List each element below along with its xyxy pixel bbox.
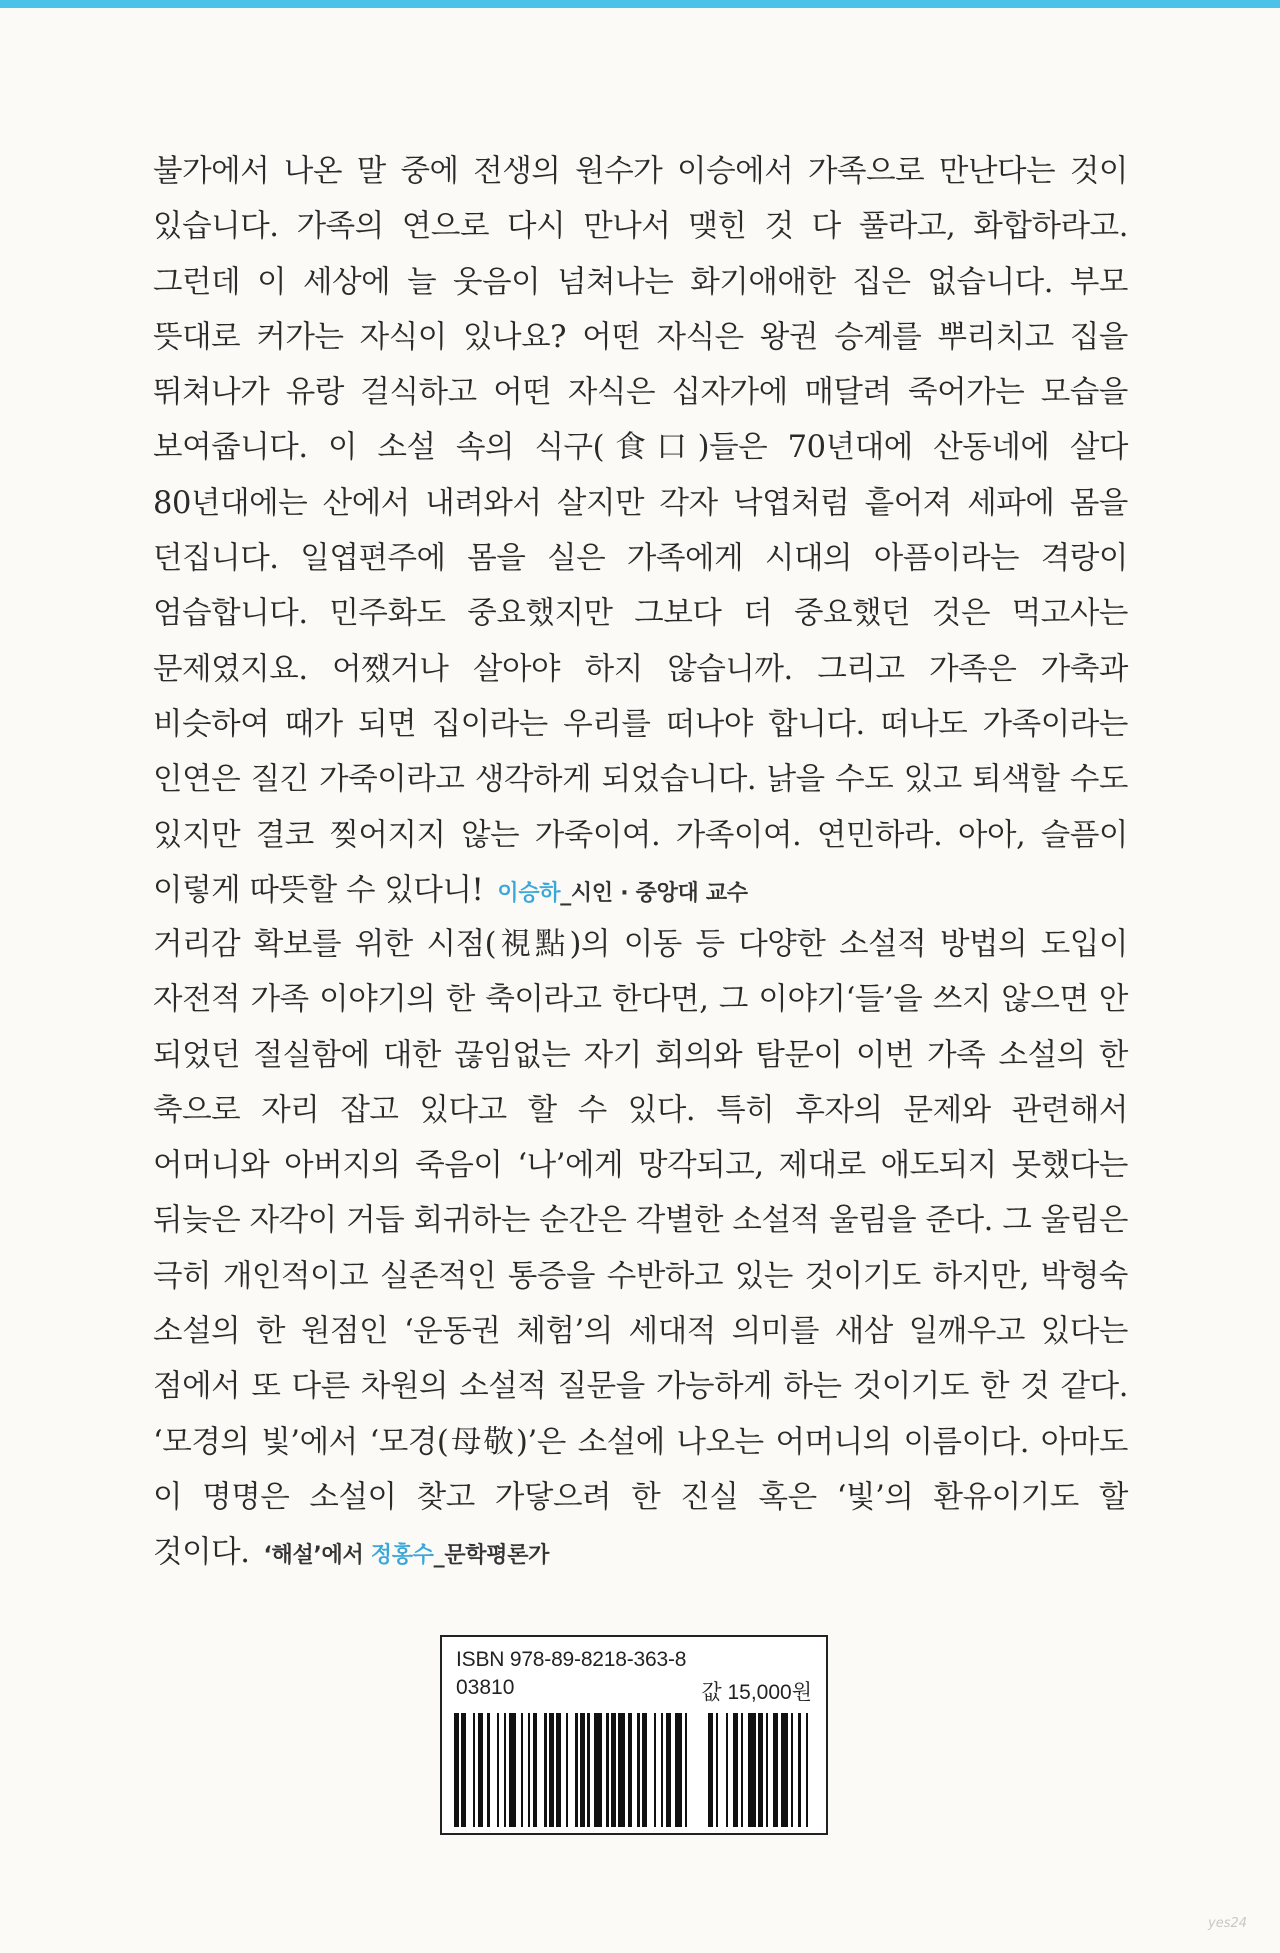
barcode-bar xyxy=(478,1713,483,1827)
barcode-bar xyxy=(549,1713,554,1827)
barcode-main xyxy=(454,1713,692,1827)
barcode-bar xyxy=(575,1713,577,1827)
barcode-bar xyxy=(497,1713,499,1827)
barcode-bar xyxy=(606,1713,608,1827)
additional-code: 03810 xyxy=(456,1676,515,1699)
review-blurb-1-author-role: _시인 · 중앙대 교수 xyxy=(560,880,748,906)
barcode-bar xyxy=(716,1713,719,1827)
top-accent-bar xyxy=(0,0,1280,8)
barcode-bar xyxy=(654,1713,656,1827)
barcode-bar xyxy=(773,1713,778,1827)
barcode-bar xyxy=(454,1713,459,1827)
barcode-bar xyxy=(587,1713,589,1827)
review-blurb-1-text: 불가에서 나온 말 중에 전생의 원수가 이승에서 가족으로 만난다는 것이 있습니다. 가족의 연으로 다시 만나서 맺힌 것 다 풀라고, 화합하라고. 그런데 이 세상에 늘 웃음이 넘쳐나는 화기애애한 집은 없습니다. 부모 뜻대로 커가는 자식이 있나요? 어떤 자식은 왕권 승계를 뿌리치고 집을 뛰쳐나가 유랑 걸식하고 어떤 자식은 십자가에 매달려 죽어가는 모습을 보여줍니다. 이 소설 속의 식구(食口)들은 70년대에 산동네에 살다 80년대에는 산에서 내려와서 살지만 각자 낙엽처럼 흩어져 세파에 몸을 던집니다. 일엽편주에 몸을 실은 가족에게 시대의 아픔이라는 격랑이 엄습합니다. 민주화도 중요했지만 그보다 더 중요했던 것은 먹고사는 문제였지요. 어쨌거나 살아야 하지 않습니까. 그리고 가족은 가축과 비슷하여 때가 되면 집이라는 우리를 떠나야 합니다. 떠나도 가족이라는 인연은 질긴 가죽이라고 생각하게 되었습니다. 낡을 수도 있고 퇴색할 수도 있지만 결코 찢어지지 않는 가죽이여. 가족이여. 연민하라. 아아, 슬픔이 이렇게 따뜻할 수 있다니! xyxy=(153,154,1128,908)
barcode-bar xyxy=(594,1713,601,1827)
barcode-bar xyxy=(791,1713,794,1827)
barcode-bar xyxy=(733,1713,738,1827)
review-blurb-2 xyxy=(153,917,1128,1584)
barcode-bar xyxy=(758,1713,763,1827)
barcode-bar xyxy=(708,1713,713,1827)
review-blurb-2-author-prefix: ‘해설’에서 xyxy=(263,1543,371,1569)
review-blurb-2-author-role: _문학평론가 xyxy=(433,1543,550,1569)
barcode-bar xyxy=(766,1713,769,1827)
barcode-bar xyxy=(685,1713,687,1827)
barcode-bar xyxy=(806,1713,809,1827)
barcode-bar xyxy=(556,1713,561,1827)
barcode-bar xyxy=(473,1713,475,1827)
barcode-bar xyxy=(675,1713,682,1827)
barcode-bar xyxy=(618,1713,625,1827)
barcode-bar xyxy=(504,1713,506,1827)
barcode-bar xyxy=(509,1713,516,1827)
barcode-bar xyxy=(642,1713,647,1827)
barcode-bar xyxy=(628,1713,633,1827)
barcode-bar xyxy=(748,1713,756,1827)
barcode-bar xyxy=(487,1713,489,1827)
barcode-bar xyxy=(781,1713,789,1827)
review-blurb-1-attribution xyxy=(497,881,747,906)
barcode-bar xyxy=(666,1713,671,1827)
barcode-bar xyxy=(726,1713,729,1827)
barcode-bar xyxy=(533,1713,538,1827)
barcode-bar xyxy=(611,1713,616,1827)
isbn-number: ISBN 978-89-8218-363-8 xyxy=(456,1648,687,1671)
barcode-bar xyxy=(566,1713,568,1827)
review-blurb-2-text: 거리감 확보를 위한 시점(視點)의 이동 등 다양한 소설적 방법의 도입이 자전적 가족 이야기의 한 축이라고 한다면, 그 이야기‘들’을 쓰지 않으면 안 되었던 절실함에 대한 끊임없는 자기 회의와 탐문이 이번 가족 소설의 한 축으로 자리 잡고 있다고 할 수 있다. 특히 후자의 문제와 관련해서 어머니와 아버지의 죽음이 ‘나’에게 망각되고, 제대로 애도되지 못했다는 뒤늦은 자각이 거듭 회귀하는 순간은 각별한 소설적 울림을 준다. 그 울림은 극히 개인적이고 실존적인 통증을 수반하고 있는 것이기도 하지만, 박형숙 소설의 한 원점인 ‘운동권 체험’의 세대적 의미를 새삼 일깨우고 있다는 점에서 또 다른 차원의 소설적 질문을 가능하게 하는 것이기도 한 것 같다. ‘모경의 빛’에서 ‘모경(母敬)’은 소설에 나오는 어머니의 이름이다. 아마도 이 명명은 소설이 찾고 가닿으려 한 진실 혹은 ‘빛’의 환유이기도 할 것이다. xyxy=(153,927,1128,1571)
barcode-bar xyxy=(580,1713,585,1827)
review-blurb-2-author-name: 정홍수 xyxy=(370,1543,434,1569)
barcode-bar xyxy=(544,1713,546,1827)
isbn-barcode-box xyxy=(440,1635,828,1835)
barcode-bar xyxy=(528,1713,530,1827)
barcode-bar xyxy=(461,1713,466,1827)
barcode-bar xyxy=(741,1713,744,1827)
review-blurb-1-author-name: 이승하 xyxy=(497,880,561,906)
barcode-bar xyxy=(798,1713,801,1827)
price-label: 값 15,000원 xyxy=(701,1681,812,1704)
watermark-logo: yes24 xyxy=(1208,1916,1248,1931)
barcode-bar xyxy=(637,1713,639,1827)
barcode-addon xyxy=(708,1713,816,1827)
barcode-bar xyxy=(661,1713,663,1827)
review-blurb-2-attribution xyxy=(263,1543,549,1568)
barcode-bar xyxy=(521,1713,523,1827)
review-blurb-1 xyxy=(153,144,1128,921)
